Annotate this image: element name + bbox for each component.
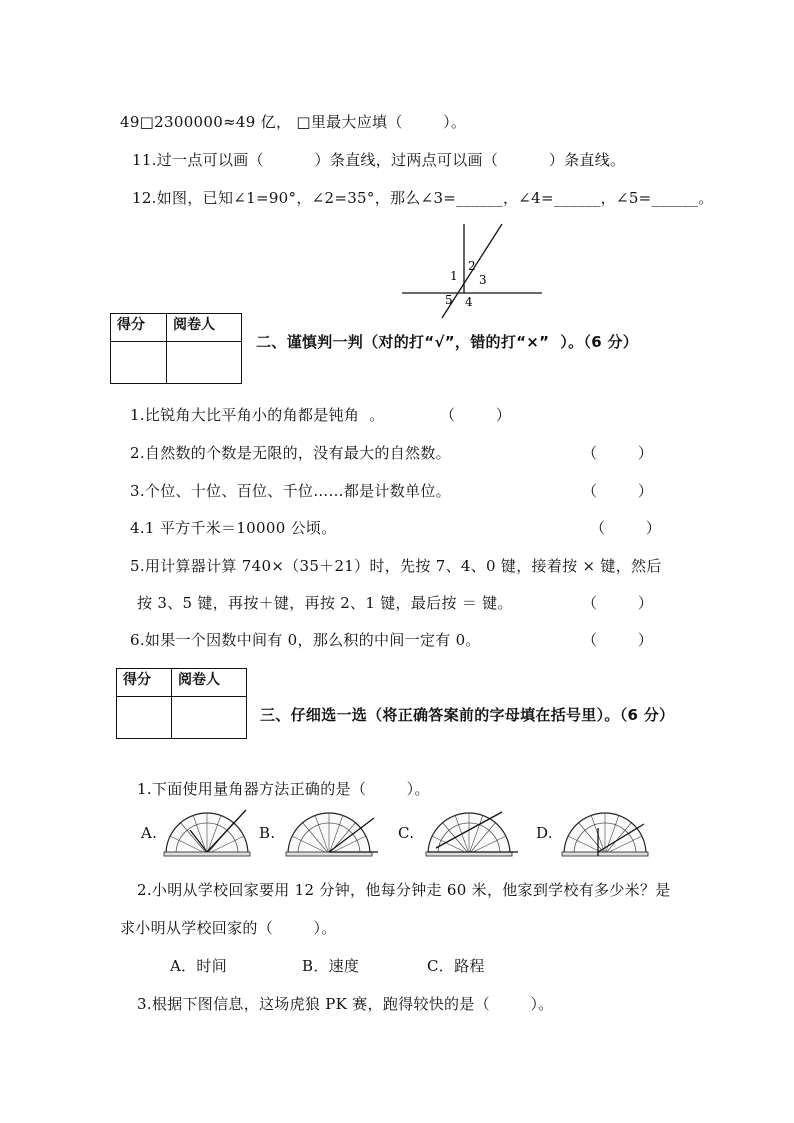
option-a-label: A.	[141, 824, 158, 842]
grader-header: 阅卷人	[172, 669, 247, 697]
score-table-section2	[110, 313, 242, 384]
score-header: 得分	[111, 314, 167, 342]
judge-paren-2[interactable]: （ ）	[582, 444, 654, 462]
judge-item-3: 3.个位、十位、百位、千位……都是计数单位。	[130, 482, 451, 500]
grader-cell[interactable]	[172, 697, 247, 739]
choice-question-3: 3.根据下图信息，这场虎狼 PK 赛，跑得较快的是（ ）。	[137, 995, 554, 1013]
choice-question-1: 1.下面使用量角器方法正确的是（ ）。	[137, 780, 430, 798]
q2-option-b: B．速度	[302, 957, 360, 975]
judge-paren-6[interactable]: （ ）	[582, 631, 654, 649]
angle-label-3: 3	[479, 273, 487, 287]
judge-item-1: 1.比锐角大比平角小的角都是钝角 。	[130, 406, 385, 424]
grader-cell[interactable]	[167, 342, 242, 384]
option-c-label: C.	[398, 824, 415, 842]
protractor-b-icon[interactable]	[282, 808, 382, 858]
question-12: 12.如图，已知∠1=90°，∠2=35°，那么∠3=______，∠4=______，∠5=______。	[132, 189, 714, 207]
judge-paren-4[interactable]: （ ）	[590, 519, 662, 537]
judge-item-4: 4.1 平方千米＝10000 公顷。	[130, 519, 337, 537]
angle-figure	[400, 222, 550, 322]
choice-question-2-cont: 求小明从学校回家的（ ）。	[120, 919, 337, 937]
q2-option-a: A．时间	[170, 957, 228, 975]
question-11: 11.过一点可以画（ ）条直线，过两点可以画（ ）条直线。	[132, 151, 626, 169]
judge-item-2: 2.自然数的个数是无限的，没有最大的自然数。	[130, 444, 451, 462]
score-cell[interactable]	[111, 342, 167, 384]
option-d-label: D.	[536, 824, 553, 842]
angle-label-5: 5	[445, 293, 453, 307]
choice-question-2: 2.小明从学校回家要用 12 分钟，他每分钟走 60 米，他家到学校有多少米？是	[137, 881, 671, 899]
judge-paren-1[interactable]: （ ）	[440, 406, 512, 424]
judge-paren-3[interactable]: （ ）	[582, 482, 654, 500]
angle-label-1: 1	[450, 269, 458, 283]
protractor-a-icon[interactable]	[160, 808, 255, 858]
judge-item-6: 6.如果一个因数中间有 0，那么积的中间一定有 0。	[130, 631, 481, 649]
judge-item-5: 5.用计算器计算 740×（35＋21）时，先按 7、4、0 键，接着按 × 键，然后	[130, 557, 662, 575]
angle-label-4: 4	[465, 295, 473, 309]
judge-item-5-cont: 按 3、5 键，再按＋键，再按 2、1 键，最后按 ＝ 键。	[137, 594, 513, 612]
question-10-continuation: 49□2300000≈49 亿， □里最大应填（ ）。	[120, 113, 467, 131]
score-cell[interactable]	[117, 697, 172, 739]
section2-title: 二、谨慎判一判（对的打“√”，错的打“×” ）。（6 分）	[256, 333, 639, 351]
protractor-c-icon[interactable]	[422, 808, 522, 858]
q2-option-c: C．路程	[427, 957, 485, 975]
grader-header: 阅卷人	[167, 314, 242, 342]
score-table-section3	[116, 668, 247, 739]
score-header: 得分	[117, 669, 172, 697]
angle-label-2: 2	[468, 259, 476, 273]
option-b-label: B.	[259, 824, 276, 842]
section3-title: 三、仔细选一选（将正确答案前的字母填在括号里）。（6 分）	[260, 706, 675, 724]
protractor-d-icon[interactable]	[558, 808, 658, 858]
judge-paren-5[interactable]: （ ）	[582, 594, 654, 612]
